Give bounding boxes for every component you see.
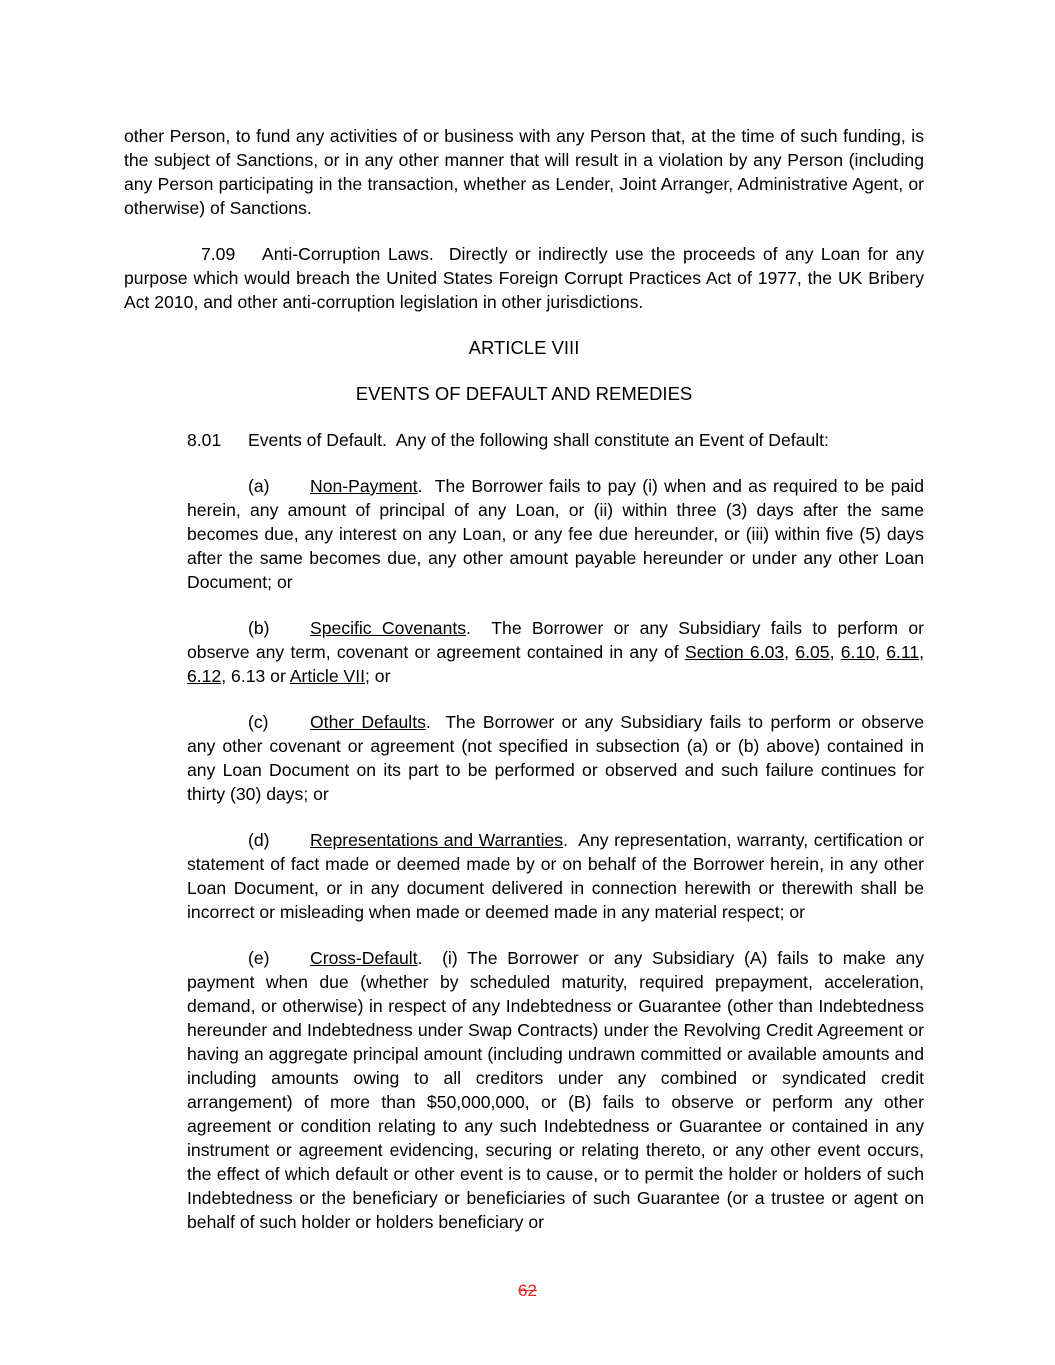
continuation-paragraph: other Person, to fund any activities of or business with any Person that, at the time of such funding, is the subject of Sanctions, or in any other manner that will result in a violation by any Person (including any Person participating in the transaction, whether as Lender, Joint Arranger, Administrative Agent, or otherwise) of Sanctions.: [124, 126, 924, 218]
clause-label: (e): [248, 948, 270, 968]
page-number: 62: [518, 1281, 537, 1300]
clause-title: Non-Payment: [310, 476, 418, 496]
document-page: [124, 124, 924, 1234]
cross-reference: 6.10: [840, 642, 876, 662]
clause-label: (b): [248, 618, 270, 638]
clause-e: (e) Cross-Default. (i) The Borrower or any Subsidiary (A) fails to make any payment when due (whether by scheduled maturity, required prepayment, acceleration, demand, or otherwise) in respect of any Indebtedness or Guarantee (other than Indebtedness hereunder and Indebtedness under Swap Contracts) under the Revolving Credit Agreement or having an aggregate principal amount (including undrawn committed or available amounts and including amounts owing to all creditors under any combined or syndicated credit arrangement) of more than $50,000,000, or (B) fails to observe or perform any other agreement or condition relating to any such Indebtedness or Guarantee or contained in any instrument or agreement evidencing, securing or relating thereto, or any other event occurs, the effect of which default or other event is to cause, or to permit the holder or holders of such Indebtedness or the beneficiary or beneficiaries of such Guarantee (or a trustee or agent on behalf of such holder or holders beneficiary or: [187, 948, 924, 1232]
clause-label: (c): [248, 712, 269, 732]
section-body: Directly or indirectly use the proceeds of any Loan for any purpose which would breach the United States Foreign Corrupt Practices Act of 1977, the UK Bribery Act 2010, and other anti-corruption legislation in other jurisdictions.: [124, 244, 925, 312]
plain-reference: 6.13 or: [231, 666, 286, 686]
cross-reference: 6.05: [795, 642, 830, 662]
section-title: Anti-Corruption Laws: [262, 244, 429, 264]
clause-title: Representations and Warranties: [310, 830, 564, 850]
section-title: Events of Default: [248, 430, 382, 450]
section-8-01: 8.01 Events of Default. Any of the following shall constitute an Event of Default:: [187, 430, 829, 450]
cross-reference: Article VII: [289, 666, 366, 686]
cross-reference: Section 6.03: [684, 642, 785, 662]
clause-c: (c) Other Defaults. The Borrower or any Subsidiary fails to perform or observe any other covenant or agreement (not specified in subsection (a) or (b) above) contained in any Loan Document on its part to be performed or observed and such failure continues for thirty (30) days; or: [187, 712, 924, 804]
clause-title: Cross-Default: [310, 948, 418, 968]
clause-title: Other Defaults: [310, 712, 426, 732]
section-number: 8.01: [187, 430, 222, 450]
clause-a: (a) Non-Payment. The Borrower fails to pay (i) when and as required to be paid herein, any amount of principal of any Loan, or (ii) within three (3) days after the same becomes due, any interest on any Loan, or any fee due hereunder, or (iii) within five (5) days after the same becomes due, any other amount payable hereunder or under any other Loan Document; or: [187, 476, 924, 592]
clause-body: (i) The Borrower or any Subsidiary (A) fails to make any payment when due (whether by scheduled maturity, required prepayment, acceleration, demand, or otherwise) in respect of any Indebtedness or Guarantee (other than Indebtedness hereunder and Indebtedness under Swap Contracts) under the Revolving Credit Agreement or having an aggregate principal amount (including undrawn committed or available amounts and including amounts owing to all creditors under any combined or syndicated credit arrangement) of more than $50,000,000, or (B) fails to observe or perform any other agreement or condition relating to any such Indebtedness or Guarantee or contained in any instrument or agreement evidencing, securing or relating thereto, or any other event occurs, the effect of which default or other event is to cause, or to permit the holder or holders of such Indebtedness or the beneficiary or beneficiaries of such Guarantee (or a trustee or agent on behalf of such holder or holders beneficiary or: [187, 948, 924, 1232]
cross-reference: 6.11: [886, 642, 920, 662]
clause-b: (b) Specific Covenants. The Borrower or any Subsidiary fails to perform or observe any term, covenant or agreement contained in any of Section 6.03, 6.05, 6.10, 6.11, 6.12, 6.13 or Article VII; or: [187, 618, 925, 686]
cross-reference: 6.12: [187, 666, 222, 686]
clause-title: Specific Covenants: [310, 618, 467, 638]
clause-d: (d) Representations and Warranties. Any representation, warranty, certification or statement of fact made or deemed made by or on behalf of the Borrower herein, in any other Loan Document, or in any document delivered in connection herewith or therewith shall be incorrect or misleading when made or deemed made in any material respect; or: [187, 830, 925, 922]
clause-tail: ; or: [365, 666, 391, 686]
section-body: Any of the following shall constitute an Event of Default:: [395, 430, 829, 450]
clause-body: The Borrower fails to pay (i) when and as required to be paid herein, any amount of principal of any Loan, or (ii) within three (3) days after the same becomes due, any interest on any Loan, or any fee due hereunder, or (iii) within five (5) days after the same becomes due, any other amount payable hereunder or under any other Loan Document; or: [187, 476, 924, 592]
clause-label: (a): [248, 476, 270, 496]
article-title: EVENTS OF DEFAULT AND REMEDIES: [355, 383, 693, 404]
clause-body: The Borrower or any Subsidiary fails to perform or observe any other covenant or agreement (not specified in subsection (a) or (b) above) contained in any Loan Document on its part to be performed or observed and such failure continues for thirty (30) days; or: [187, 712, 924, 804]
article-label: ARTICLE VIII: [468, 337, 580, 358]
clause-label: (d): [248, 830, 270, 850]
section-7-09: 7.09 Anti-Corruption Laws. Directly or indirectly use the proceeds of any Loan for any purpose which would breach the United States Foreign Corrupt Practices Act of 1977, the UK Bribery Act 2010, and other anti-corruption legislation in other jurisdictions.: [124, 244, 925, 312]
clause-body: Any representation, warranty, certification or statement of fact made or deemed made by or on behalf of the Borrower herein, in any other Loan Document, or in any document delivered in connection herewith or therewith shall be incorrect or misleading when made or deemed made in any material respect; or: [187, 830, 925, 922]
section-number: 7.09: [201, 244, 236, 264]
clause-body: The Borrower or any Subsidiary fails to perform or observe any term, covenant or agreement contained in any of: [187, 618, 924, 662]
